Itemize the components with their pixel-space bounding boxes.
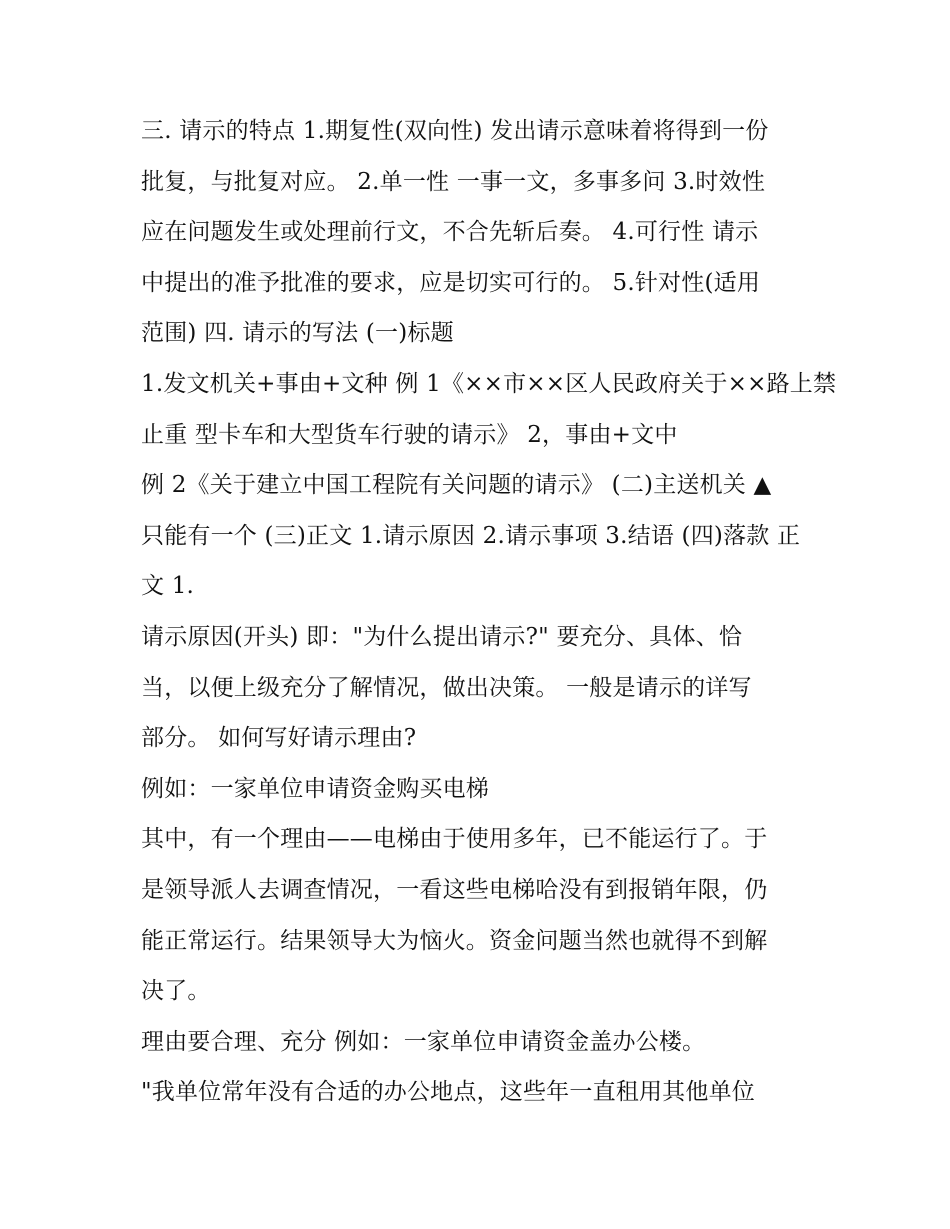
text-line: 只能有一个 (三)正文 1.请示原因 2.请示事项 3.结语 (四)落款 正 — [141, 522, 801, 549]
text-line: 止重 型卡车和大型货车行驶的请示》 2，事由+文中 — [141, 421, 678, 448]
text-line: 请示原因(开头) 即："为什么提出请示?" 要充分、具体、恰 — [141, 623, 743, 650]
text-line: 例如：一家单位申请资金购买电梯 — [141, 775, 489, 802]
text-line: 范围) 四. 请示的写法 (一)标题 — [141, 320, 454, 347]
text-line: 例 2《关于建立中国工程院有关问题的请示》 (二)主送机关 ▲ — [141, 472, 772, 499]
text-line: 能正常运行。结果领导大为恼火。资金问题当然也就得不到解 — [141, 927, 768, 954]
text-line: 1.发文机关+事由+文种 例 1《××市××区人民政府关于××路上禁 — [141, 370, 837, 397]
document-body — [141, 106, 837, 1118]
text-line: "我单位常年没有合适的办公地点，这些年一直租用其他单位 — [141, 1079, 755, 1106]
text-line: 三. 请示的特点 1.期复性(双向性) 发出请示意味着将得到一份 — [141, 118, 769, 144]
text-line: 应在问题发生或处理前行文，不合先斩后奏。 4.可行性 请示 — [141, 219, 759, 246]
text-line: 当，以便上级充分了解情况，做出决策。 一般是请示的详写 — [141, 674, 752, 701]
text-line: 其中，有一个理由——电梯由于使用多年，已不能运行了。于 — [141, 826, 768, 853]
text-line: 是领导派人去调查情况，一看这些电梯哈没有到报销年限，仍 — [141, 876, 768, 903]
text-line: 部分。 如何写好请示理由? — [141, 725, 417, 752]
text-line: 理由要合理、充分 例如：一家单位申请资金盖办公楼。 — [141, 1028, 706, 1055]
text-line: 决了。 — [141, 978, 211, 1005]
text-line: 中提出的准予批准的要求，应是切实可行的。 5.针对性(适用 — [141, 269, 761, 296]
text-line: 批复，与批复对应。 2.单一性 一事一文，多事多问 3.时效性 — [141, 168, 766, 195]
text-line: 文 1. — [141, 573, 195, 600]
